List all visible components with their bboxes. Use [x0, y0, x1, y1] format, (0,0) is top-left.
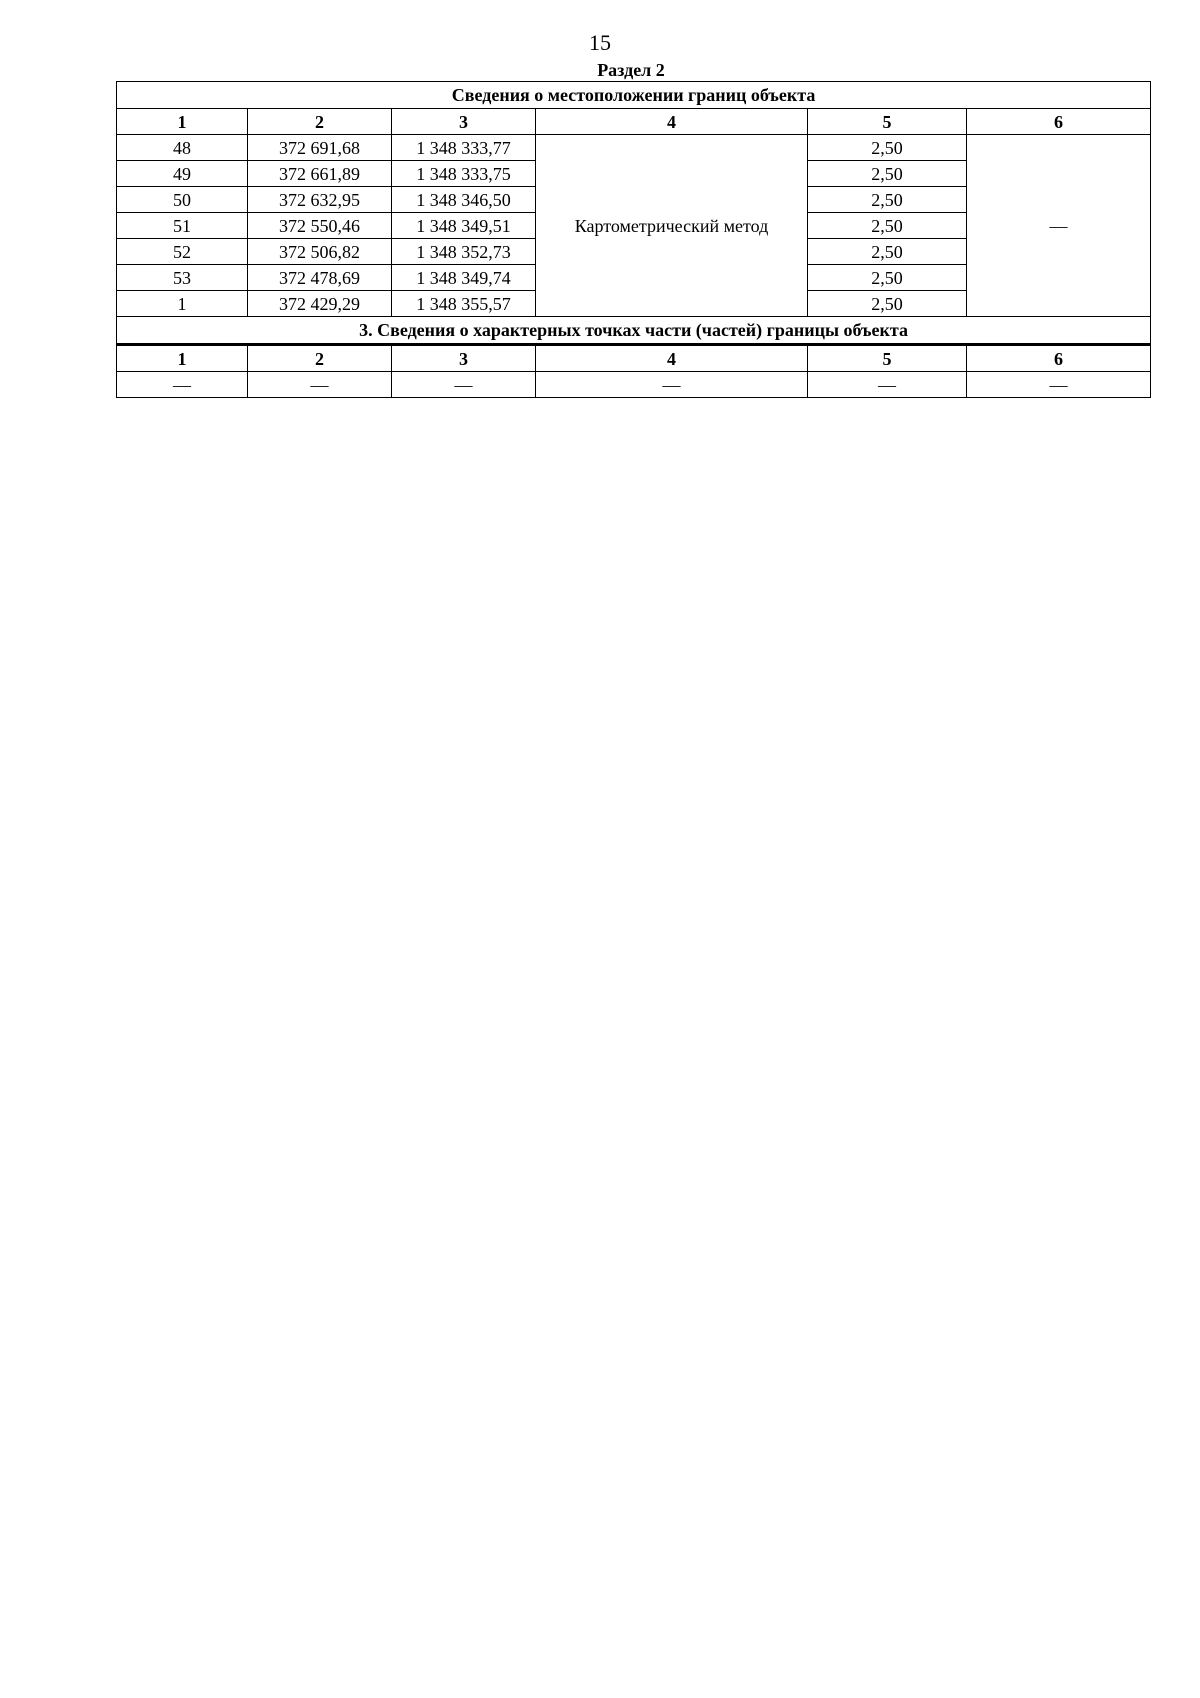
table2-header-1: 1 — [117, 345, 248, 372]
section-title: Раздел 2 — [597, 60, 665, 80]
coordinate-y: 1 348 355,57 — [392, 291, 536, 317]
coordinate-x: 372 478,69 — [248, 265, 392, 291]
point-number: 50 — [117, 187, 248, 213]
point-number: 49 — [117, 161, 248, 187]
point-number: 53 — [117, 265, 248, 291]
accuracy-value: 2,50 — [808, 187, 967, 213]
accuracy-value: 2,50 — [808, 161, 967, 187]
coordinate-x: 372 550,46 — [248, 213, 392, 239]
table-row — [117, 372, 1151, 398]
table2-header-5: 5 — [808, 345, 967, 372]
coordinate-x: 372 506,82 — [248, 239, 392, 265]
empty-dash-cell: — — [248, 372, 392, 398]
accuracy-value: 2,50 — [808, 265, 967, 291]
table1-caption: Сведения о местоположении границ объекта — [117, 82, 1151, 109]
accuracy-value: 2,50 — [808, 213, 967, 239]
table1-header-1: 1 — [117, 109, 248, 135]
empty-dash-cell: — — [536, 372, 808, 398]
point-number: 1 — [117, 291, 248, 317]
empty-dash-cell: — — [967, 372, 1151, 398]
empty-dash-cell: — — [117, 372, 248, 398]
page-number: 15 — [589, 30, 611, 55]
coordinate-y: 1 348 333,75 — [392, 161, 536, 187]
coordinate-x: 372 429,29 — [248, 291, 392, 317]
point-number: 51 — [117, 213, 248, 239]
description-cell: — — [967, 135, 1151, 317]
boundary-table — [116, 81, 1151, 398]
point-number: 52 — [117, 239, 248, 265]
table2-header-3: 3 — [392, 345, 536, 372]
coordinate-x: 372 691,68 — [248, 135, 392, 161]
empty-dash-cell: — — [808, 372, 967, 398]
accuracy-value: 2,50 — [808, 135, 967, 161]
table2-caption: 3. Сведения о характерных точках части (частей) границы объекта — [117, 317, 1151, 345]
table1-header-5: 5 — [808, 109, 967, 135]
coordinate-x: 372 632,95 — [248, 187, 392, 213]
coordinate-y: 1 348 349,74 — [392, 265, 536, 291]
accuracy-value: 2,50 — [808, 291, 967, 317]
empty-dash-cell: — — [392, 372, 536, 398]
table1-header-6: 6 — [967, 109, 1151, 135]
table2-header-2: 2 — [248, 345, 392, 372]
table2-header-4: 4 — [536, 345, 808, 372]
coordinate-y: 1 348 346,50 — [392, 187, 536, 213]
table-row — [117, 135, 1151, 161]
coordinate-y: 1 348 352,73 — [392, 239, 536, 265]
point-number: 48 — [117, 135, 248, 161]
coordinate-y: 1 348 349,51 — [392, 213, 536, 239]
coordinate-x: 372 661,89 — [248, 161, 392, 187]
table2-header-6: 6 — [967, 345, 1151, 372]
coordinate-y: 1 348 333,77 — [392, 135, 536, 161]
method-cell: Картометрический метод — [536, 135, 808, 317]
table1-header-3: 3 — [392, 109, 536, 135]
table1-header-2: 2 — [248, 109, 392, 135]
table1-header-4: 4 — [536, 109, 808, 135]
accuracy-value: 2,50 — [808, 239, 967, 265]
